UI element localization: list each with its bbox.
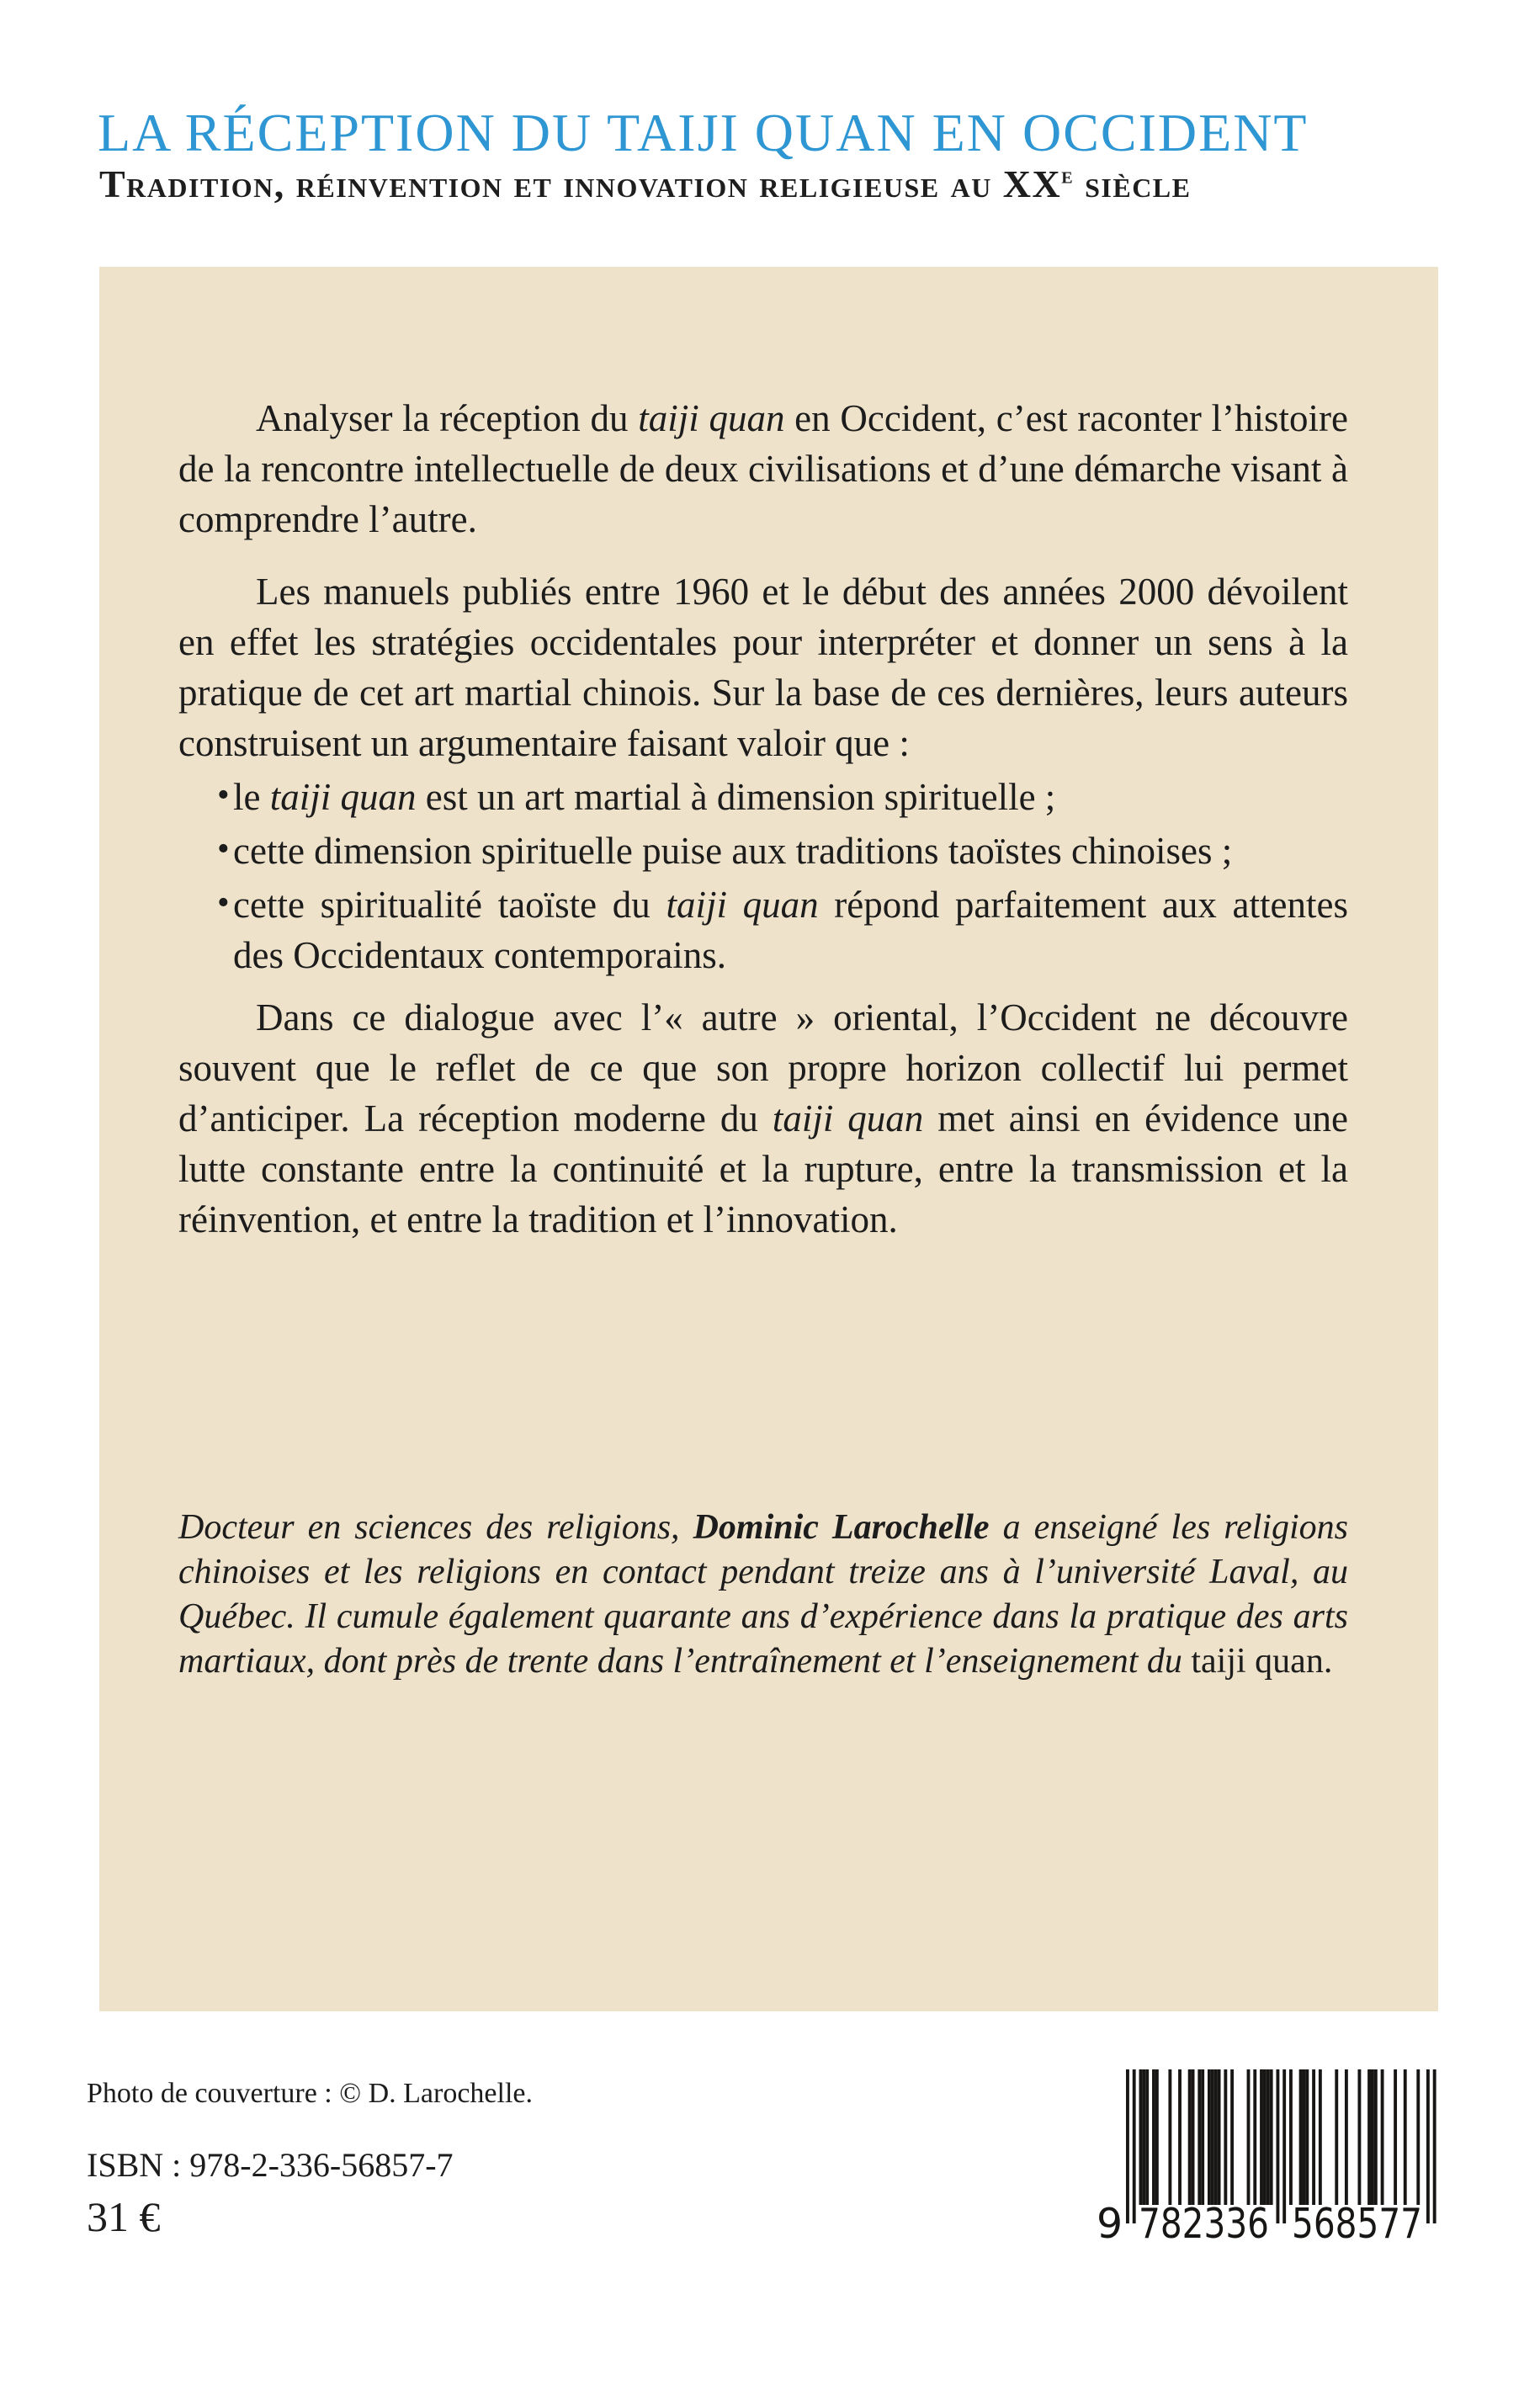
book-title: LA RÉCEPTION DU TAIJI QUAN EN OCCIDENT	[98, 103, 1309, 162]
synopsis-paragraph-2: Les manuels publiés entre 1960 et le début des années 2000 dévoilent en effet les stratégies occidentales pour interpréter et donner un sens à la pratique de cet art martial chinois. Sur la base de ces dernières, leurs auteurs construisent un argumentaire faisant valoir que :	[178, 571, 1348, 764]
bullet-item-3	[178, 879, 1348, 980]
ean-barcode	[1091, 2069, 1441, 2242]
svg-text:782336: 782336	[1139, 2200, 1269, 2242]
isbn-number: ISBN : 978-2-336-56857-7	[87, 2146, 454, 2184]
bullet-item-1-text: le taiji quan est un art martial à dimension spirituelle ;	[233, 776, 1056, 818]
synopsis-text	[178, 393, 1348, 1681]
price: 31 €	[87, 2193, 161, 2240]
svg-text:568577: 568577	[1292, 2200, 1422, 2242]
bullet-marker: •	[217, 884, 230, 922]
bullet-item-1	[178, 772, 1348, 822]
closing-paragraph: Dans ce dialogue avec l’« autre » oriental, l’Occident ne découvre souvent que le reflet de ce que son propre horizon collectif lui permet d’anticiper. La réception moderne du taiji quan met ainsi en évidence une lutte constante entre la continuité et la rupture, entre la transmission et la réinvention, et entre la tradition et l’innovation.	[178, 996, 1348, 1240]
synopsis-paragraph-1: Analyser la réception du taiji quan en Occident, c’est raconter l’histoire de la rencontre intellectuelle de deux civilisations et d’une démarche visant à comprendre l’autre.	[178, 397, 1348, 540]
bullet-item-2-text: cette dimension spirituelle puise aux traditions taoïstes chinoises ;	[233, 830, 1233, 872]
synopsis-panel	[99, 267, 1438, 2011]
subtitle-superscript: e	[1061, 162, 1075, 189]
argument-bullet-list	[178, 772, 1348, 980]
photo-credit: Photo de couverture : © D. Larochelle.	[87, 2078, 533, 2109]
bullet-marker: •	[217, 776, 230, 815]
svg-text:9: 9	[1097, 2200, 1123, 2242]
subtitle-suffix: siècle	[1074, 162, 1192, 205]
author-bio: Docteur en sciences des religions, Dominic Larochelle a enseigné les religions chinoises et les religions en contact pendant treize ans à l’université Laval, au Québec. Il cumule également quarante ans d’expérience dans la pratique des arts martiaux, dont près de trente dans l’entraînement et l’enseignement du taiji quan.	[178, 1508, 1348, 1681]
subtitle-text: Tradition, réinvention et innovation religieuse au XX	[99, 162, 1062, 205]
book-subtitle	[99, 163, 1191, 206]
bullet-marker: •	[217, 830, 230, 868]
bullet-item-3-text: cette spiritualité taoïste du taiji quan répond parfaitement aux attentes des Occidentaux contemporains.	[233, 884, 1348, 976]
ean-barcode-svg	[1091, 2069, 1441, 2242]
bullet-item-2	[178, 826, 1348, 876]
